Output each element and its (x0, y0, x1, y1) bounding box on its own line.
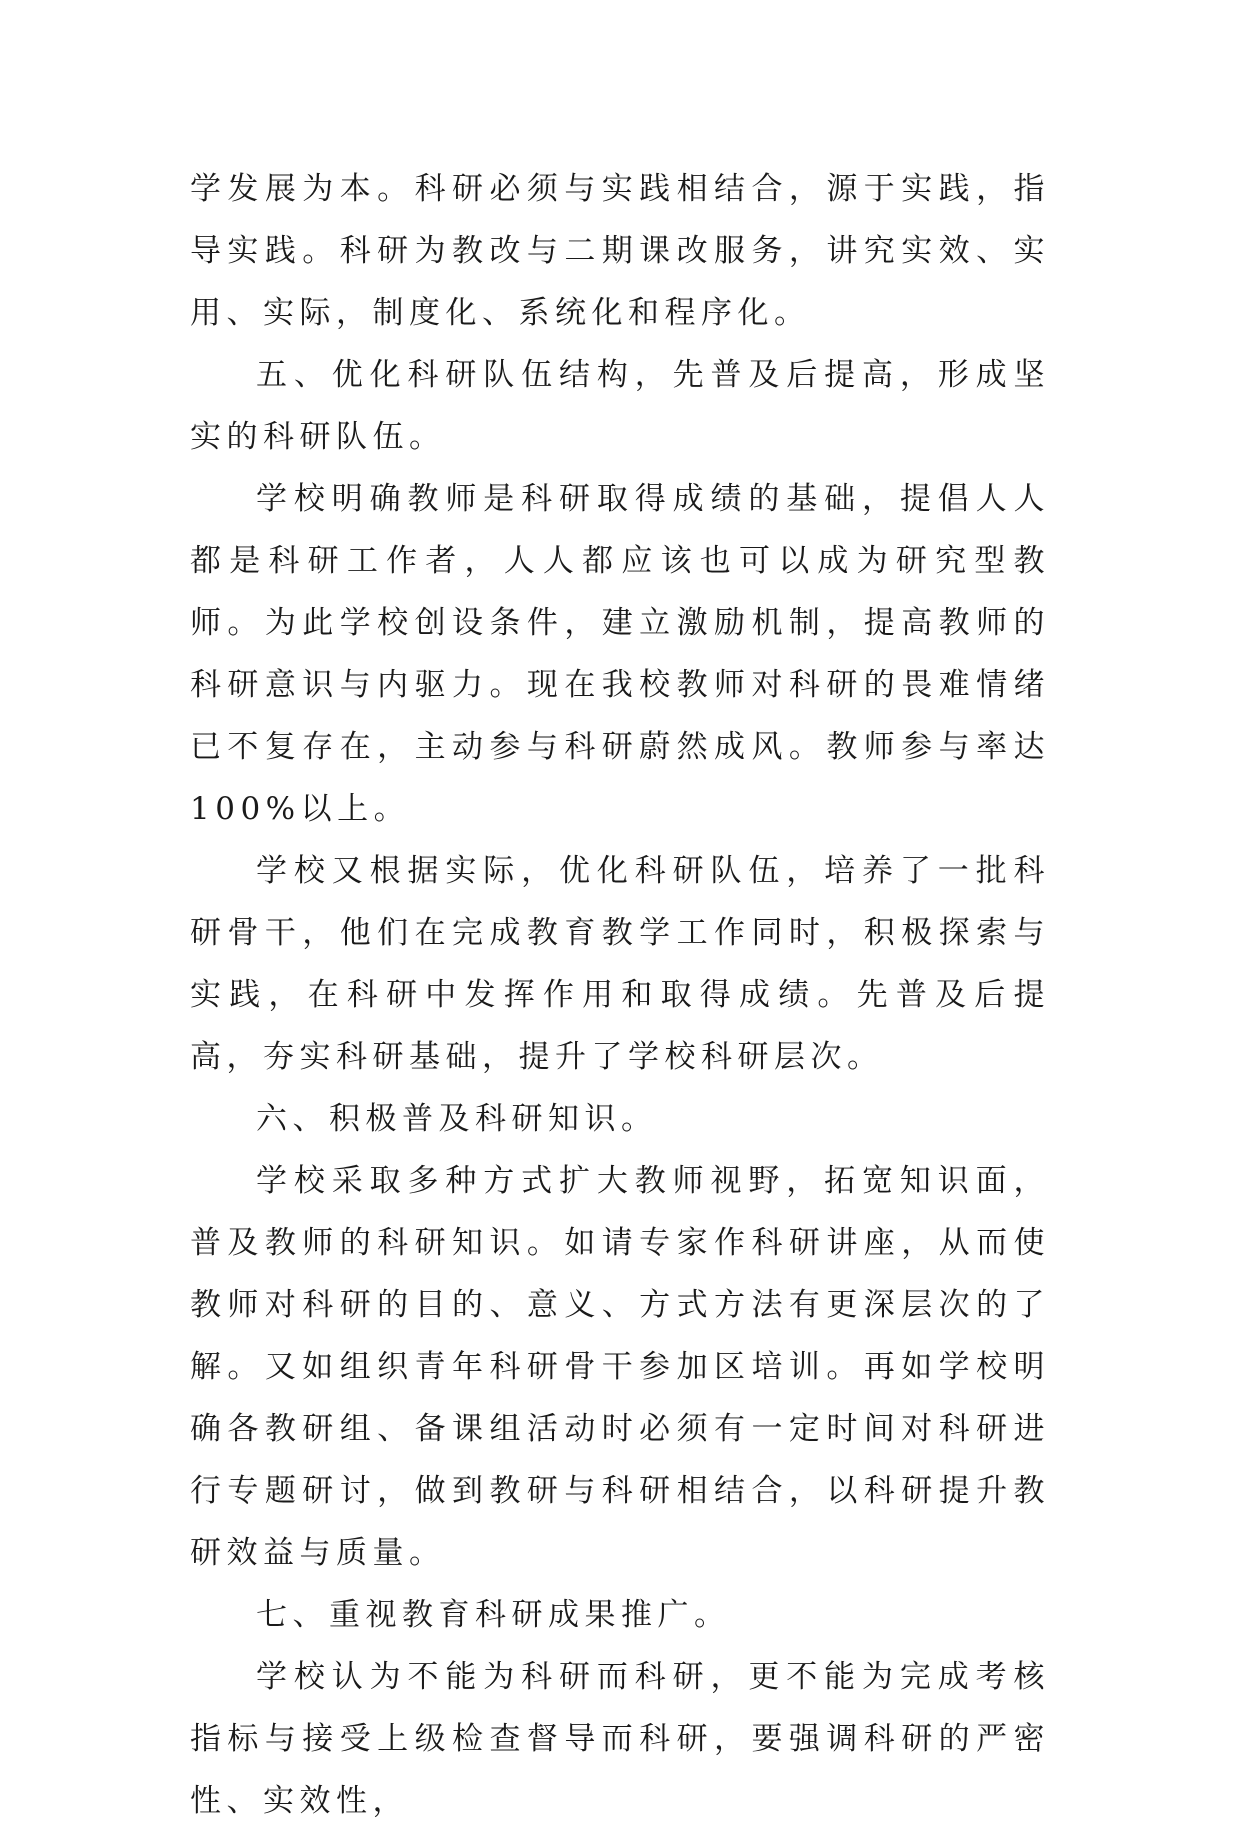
paragraph: 学校又根据实际，优化科研队伍，培养了一批科研骨干，他们在完成教育教学工作同时，积极探索与实践，在科研中发挥作用和取得成绩。先普及后提高，夯实科研基础，提升了学校科研层次。 (190, 853, 1050, 1075)
section-heading-7: 七、重视教育科研成果推广。 (256, 1597, 731, 1633)
document-body (190, 158, 1050, 1832)
section-heading-6: 六、积极普及科研知识。 (256, 1101, 658, 1137)
paragraph: 学校认为不能为科研而科研，更不能为完成考核指标与接受上级检查督导而科研，要强调科研的严密性、实效性， (190, 1659, 1050, 1819)
paragraph: 学校明确教师是科研取得成绩的基础，提倡人人都是科研工作者，人人都应该也可以成为研究型教师。为此学校创设条件，建立激励机制，提高教师的科研意识与内驱力。现在我校教师对科研的畏难情绪已不复存在，主动参与科研蔚然成风。教师参与率达100%以上。 (190, 481, 1050, 827)
section-heading-5: 五、优化科研队伍结构，先普及后提高，形成坚实的科研队伍。 (190, 357, 1050, 455)
paragraph: 学校采取多种方式扩大教师视野，拓宽知识面，普及教师的科研知识。如请专家作科研讲座，从而使教师对科研的目的、意义、方式方法有更深层次的了解。又如组织青年科研骨干参加区培训。再如学校明确各教研组、备课组活动时必须有一定时间对科研进行专题研讨，做到教研与科研相结合，以科研提升教研效益与质量。 (190, 1163, 1050, 1571)
paragraph-continuation: 学发展为本。科研必须与实践相结合，源于实践，指导实践。科研为教改与二期课改服务，讲究实效、实用、实际，制度化、系统化和程序化。 (190, 171, 1050, 331)
